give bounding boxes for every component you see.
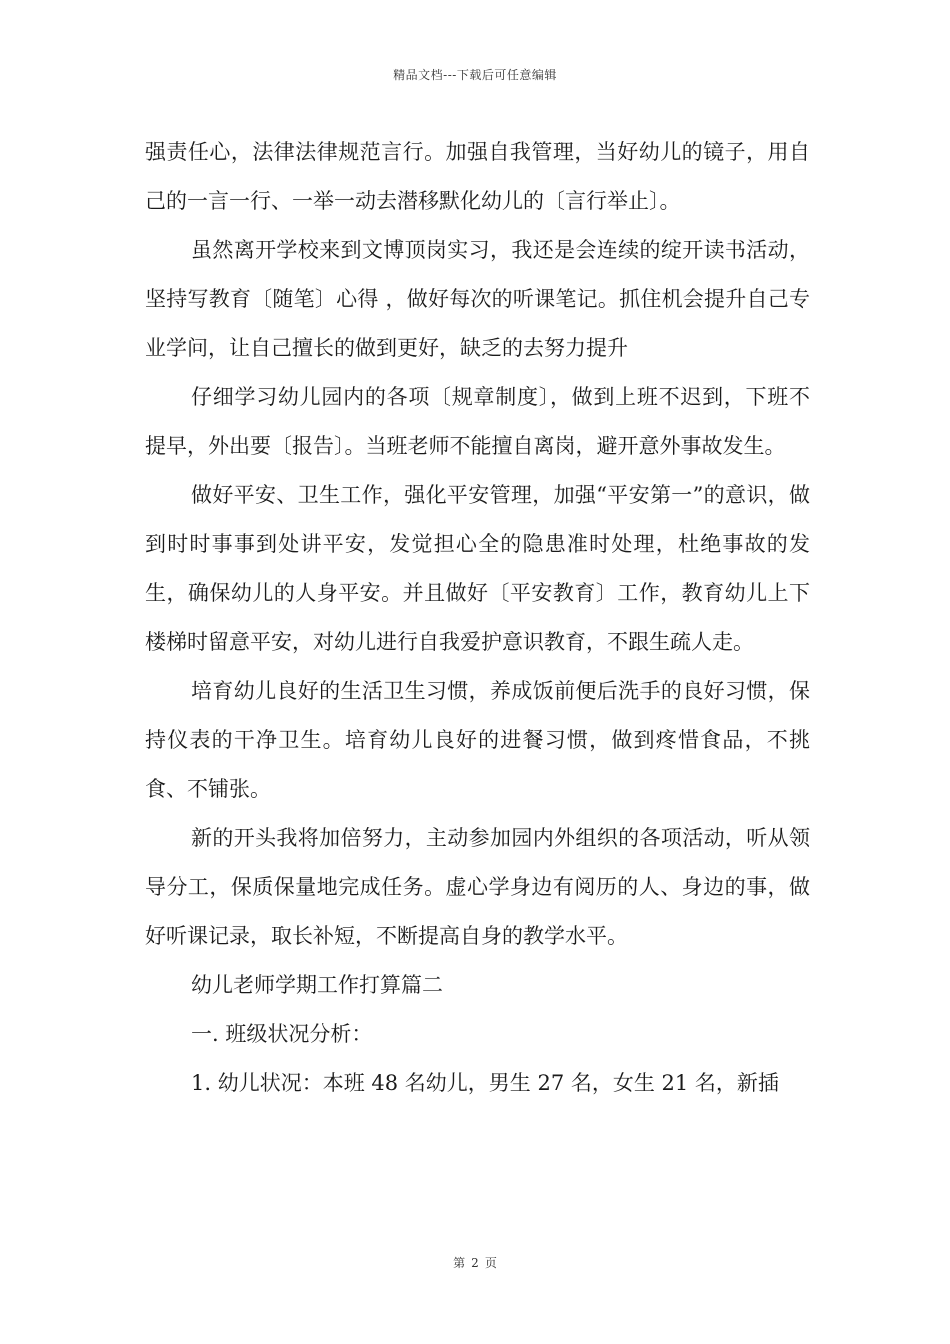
section-title: 幼儿老师学期工作打算篇二 [191,973,443,997]
document-body [145,128,810,1108]
paragraph-hygiene: 培育幼儿良好的生活卫生习惯，养成饭前便后洗手的良好习惯，保持仪表的干净卫生。培育幼儿良好的进餐习惯，做到疼惜食品，不挑食、不铺张。 [145,679,810,801]
page-label-suffix: 页 [484,1256,497,1270]
subsection-heading: 一. 班级状况分析： [191,1022,373,1046]
page-footer [0,1254,950,1271]
paragraph-new-start: 新的开头我将加倍努力，主动参加园内外组织的各项活动，听从领导分工，保质保量地完成任务。虚心学身边有阅历的人、身边的事，做好听课记录，取长补短，不断提高自身的教学水平。 [145,826,810,948]
paragraph-rules: 仔细学习幼儿园内的各项〔规章制度〕，做到上班不迟到，下班不提早，外出要〔报告〕。当班老师不能擅自离岗，避开意外事故发生。 [145,385,810,458]
paragraph-continuation: 强责任心，法律法律规范言行。加强自我管理，当好幼儿的镜子，用自己的一言一行、一举一动去潜移默化幼儿的〔言行举止〕。 [145,140,810,213]
page-label-prefix: 第 [453,1256,466,1270]
list-item-children-status: 1. 幼儿状况：本班 48 名幼儿，男生 27 名，女生 21 名，新插 [191,1071,779,1095]
paragraph-safety: 做好平安、卫生工作，强化平安管理，加强“平安第一”的意识，做到时时事事到处讲平安，发觉担心全的隐患准时处理，杜绝事故的发生，确保幼儿的人身平安。并且做好〔平安教育〕工作，教育幼儿上下楼梯时留意平安，对幼儿进行自我爱护意识教育，不跟生疏人走。 [145,483,810,654]
page-number: 2 [471,1256,479,1270]
page-header: 精品文档---下载后可任意编辑 [393,68,557,82]
paragraph-study: 虽然离开学校来到文博顶岗实习，我还是会连续的绽开读书活动，坚持写教育〔随笔〕心得 ，做好每次的听课笔记。抓住机会提升自己专业学问，让自己擅长的做到更好，缺乏的去努力提升 [145,238,810,360]
